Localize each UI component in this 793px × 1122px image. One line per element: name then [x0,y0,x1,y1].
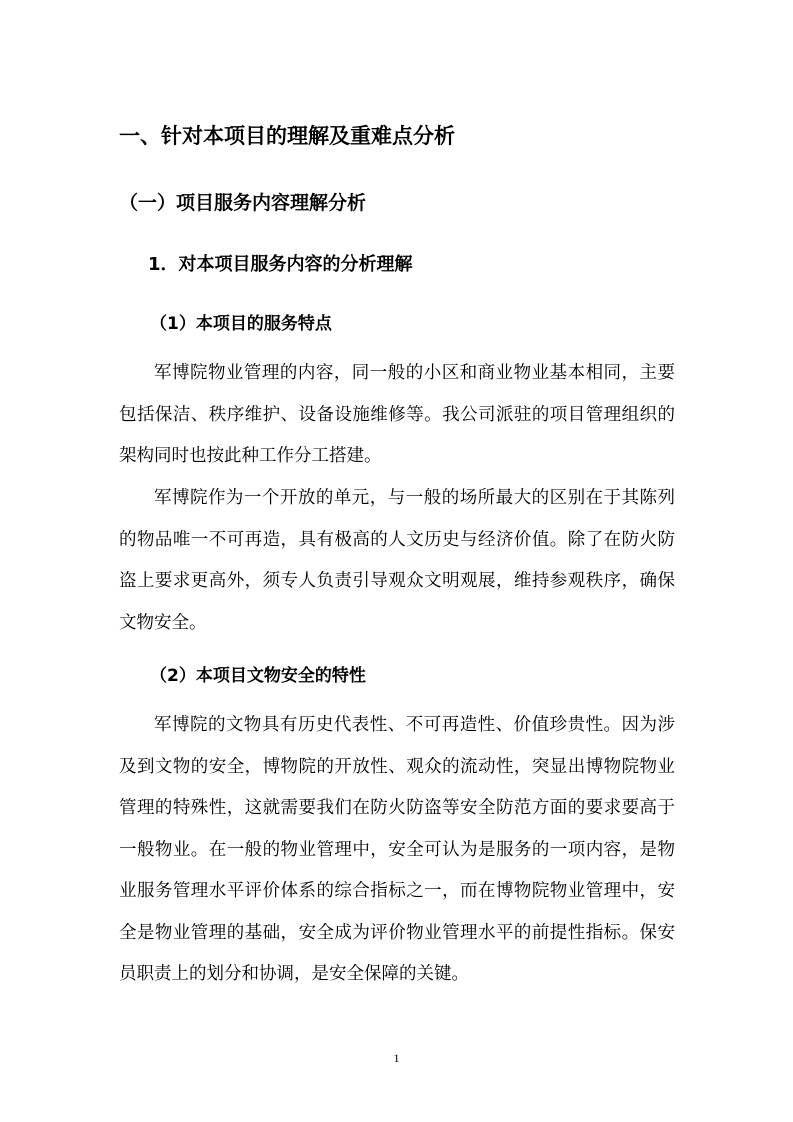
section-1-title: （1）本项目的服务特点 [150,314,332,334]
heading-level-3: 1．对本项目服务内容的分析理解 [148,254,413,275]
section-1-paragraph-2: 军博院作为一个开放的单元，与一般的场所最大的区别在于其陈列的物品唯一不可再造，具有极高的人文历史与经济价值。除了在防火防盗上要求更高外，须专人负责引导观众文明观展，维持参观秩序，确保文物安全。 [119,488,675,633]
section-2-paragraph-1: 军博院的文物具有历史代表性、不可再造性、价值珍贵性。因为涉及到文物的安全，博物院的开放性、观众的流动性，突显出博物院物业管理的特殊性，这就需要我们在防火防盗等安全防范方面的要求要高于一般物业。在一般的物业管理中，安全可认为是服务的一项内容，是物业服务管理水平评价体系的综合指标之一，而在博物院物业管理中，安全是物业管理的基础，安全成为评价物业管理水平的前提性指标。保安员职责上的划分和协调，是安全保障的关键。 [119,715,675,984]
heading-level-1: 一、针对本项目的理解及重难点分析 [119,124,455,148]
section-2-title: （2）本项目文物安全的特性 [150,666,366,686]
section-1-paragraph-1: 军博院物业管理的内容，同一般的小区和商业物业基本相同，主要包括保洁、秩序维护、设备设施维修等。我公司派驻的项目管理组织的架构同时也按此种工作分工搭建。 [119,363,675,466]
page-number: 1 [393,1051,400,1065]
heading-level-2: （一）项目服务内容理解分析 [119,192,367,214]
